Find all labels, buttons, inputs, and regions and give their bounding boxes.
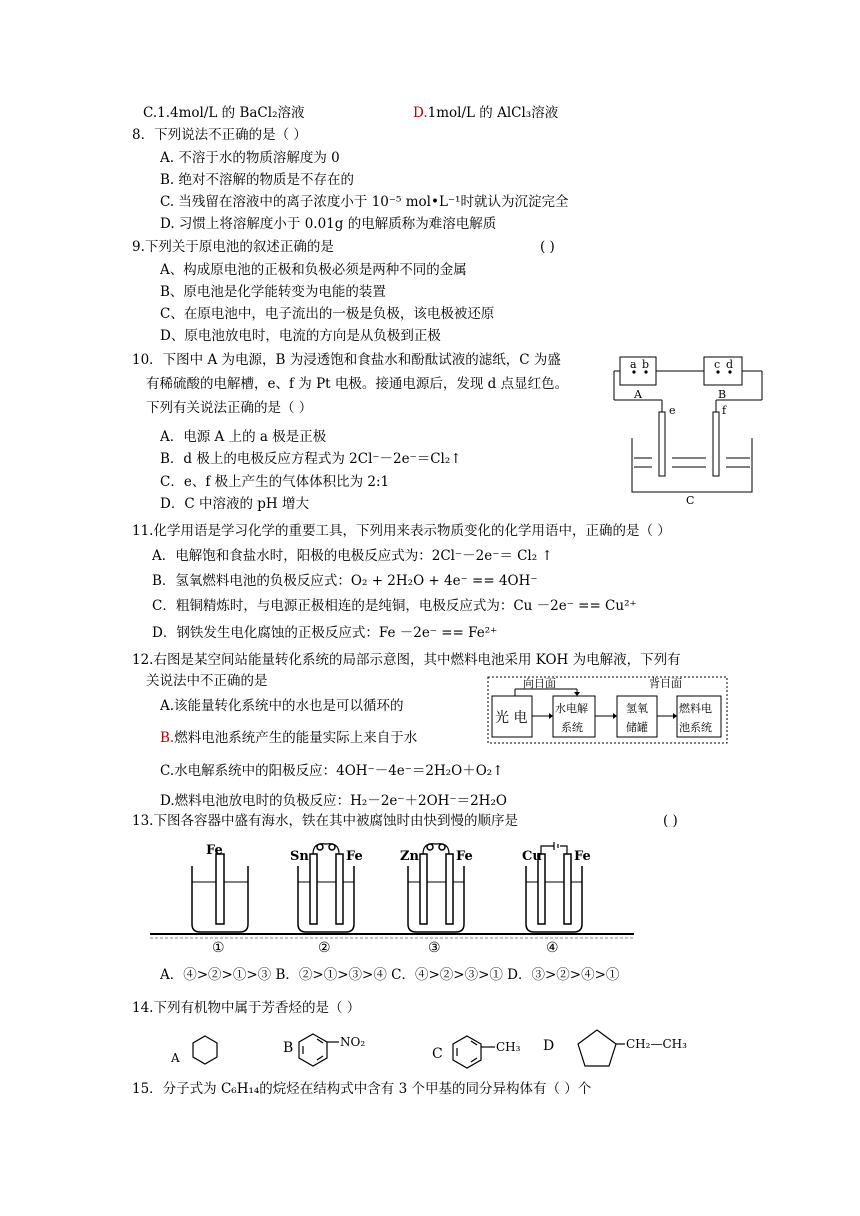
fuel-cell-line1: 燃料电 (679, 702, 712, 715)
q8-option-b: B. 绝对不溶解的物质是不存在的 (160, 172, 355, 188)
beaker-3-label: ③ (428, 940, 441, 956)
storage-tank-line2: 储罐 (626, 721, 648, 734)
photoelectric-box: 光 电 (495, 710, 528, 726)
q12-stem-line2: 关说法中不正确的是 (146, 673, 268, 689)
q15-stem: 15．分子式为 C₆H₁₄的烷烃在结构式中含有 3 个甲基的同分异构体有（ ）个 (132, 1081, 592, 1097)
beaker-2-right-electrode: Fe (346, 849, 363, 864)
storage-tank-line1: 氢氧 (626, 702, 648, 715)
q13-options: A．④>②>①>③ B．②>①>③>④ C．④>②>③>① D．③>②>④>① (160, 967, 620, 983)
q8-option-d: D. 习惯上将溶解度小于 0.01g 的电解质称为难溶电解质 (160, 216, 497, 232)
q11-option-b: B．氢氧燃料电池的负极反应式：O₂ + 2H₂O + 4e⁻ == 4OH⁻ (152, 573, 538, 589)
q9-option-d: D、原电池放电时，电流的方向是从负极到正极 (160, 328, 441, 344)
fuel-cell-line2: 池系统 (679, 721, 712, 734)
beaker-2-left-electrode: Sn (290, 849, 309, 864)
option-c-label: C (432, 1046, 443, 1062)
q10-option-d: D．C 中溶液的 pH 增大 (160, 496, 309, 512)
label-paper-b: B (718, 388, 727, 401)
q8-option-a: A. 不溶于水的物质溶解度为 0 (160, 150, 340, 166)
q7-option-d-text: 1mol/L 的 AlCl₃溶液 (427, 105, 559, 121)
q8-stem: 8．下列说法不正确的是（ ） (132, 127, 307, 143)
power-source-box-a (620, 357, 656, 385)
option-a-label: A (171, 1051, 180, 1065)
q10-stem-line3: 下列有关说法正确的是（ ） (146, 400, 313, 416)
electrolysis-figure (612, 354, 766, 507)
q12-option-d: D.燃料电池放电时的负极反应：H₂－2e⁻＋2OH⁻＝2H₂O (160, 793, 507, 809)
label-a: a (630, 358, 637, 371)
beaker-4-right-electrode: Fe (574, 849, 591, 864)
q11-stem: 11.化学用语是学习化学的重要工具，下列用来表示物质变化的化学用语中，正确的是（ ） (132, 523, 671, 539)
option-d-cyclopentane (578, 1030, 616, 1066)
label-source-a: A (634, 388, 642, 401)
water-electrolysis-line1: 水电解 (555, 702, 588, 715)
beaker-3-left-electrode: Zn (400, 849, 419, 864)
label-cell-c: C (686, 494, 695, 507)
aromatic-options-figure (165, 1026, 705, 1074)
label-b: b (642, 358, 650, 371)
beaker-3-right-electrode: Fe (456, 849, 473, 864)
dark-side-label: 背日面 (649, 677, 682, 690)
q7-option-c: C.1.4mol/L 的 BaCl₂溶液 (143, 105, 305, 121)
option-b-no2: NO₂ (340, 1035, 366, 1049)
option-b-label: B (283, 1040, 294, 1056)
q11-option-d: D．钢铁发生电化腐蚀的正极反应式：Fe －2e⁻ == Fe²⁺ (152, 625, 498, 641)
q13-paren: ( ) (663, 813, 678, 829)
q9-paren: ( ) (540, 239, 555, 255)
q8-option-c: C. 当残留在溶液中的离子浓度小于 10⁻⁵ mol•L⁻¹时就认为沉淀完全 (160, 194, 569, 210)
label-c: c (714, 358, 721, 371)
q12-option-b-text: 燃料电池系统产生的能量实际上来自于水 (174, 730, 418, 746)
filter-paper-box-b (704, 357, 742, 385)
q10-stem-line1: 10．下图中 A 为电源，B 为浸透饱和食盐水和酚酞试液的滤纸，C 为盛 (132, 352, 561, 368)
q11-option-a: A．电解饱和食盐水时，阳极的电极反应式为：2Cl⁻－2e⁻＝ Cl₂ ↑ (152, 548, 553, 564)
q9-stem: 9.下列关于原电池的叙述正确的是 (132, 239, 334, 255)
option-a-cyclohexane (193, 1036, 217, 1064)
label-electrode-f: f (722, 404, 727, 417)
beaker-1-label: ① (212, 940, 225, 956)
label-electrode-e: e (669, 404, 676, 417)
q9-option-b: B、原电池是化学能转变为电能的装置 (160, 284, 386, 300)
q10-option-c: C．e、f 极上产生的气体体积比为 2:1 (160, 474, 390, 490)
q12-option-b-letter: B. (160, 730, 175, 746)
label-d: d (726, 358, 734, 371)
q7-option-d (413, 104, 558, 122)
sun-side-label: 向日面 (523, 677, 556, 690)
q12-option-a: A.该能量转化系统中的水也是可以循环的 (160, 698, 404, 714)
q12-option-b (160, 729, 417, 747)
beaker-1-left-electrode: Fe (206, 843, 223, 858)
beaker-4-left-electrode: Cu (522, 849, 542, 864)
q12-stem-line1: 12.右图是某空间站能量转化系统的局部示意图，其中燃料电池采用 KOH 为电解液，下列有 (132, 652, 681, 668)
q12-option-c: C.水电解系统中的阳极反应：4OH⁻－4e⁻＝2H₂O＋O₂↑ (160, 763, 504, 779)
q10-stem-line2: 有稀硫酸的电解槽，e、f 为 Pt 电极。接通电源后，发现 d 点显红色。 (146, 376, 569, 392)
beaker-1 (192, 854, 248, 932)
water-electrolysis-line2: 系统 (561, 721, 583, 734)
q9-option-c: C、在原电池中，电子流出的一极是负极，该电极被还原 (160, 306, 495, 322)
q10-option-a: A．电源 A 上的 a 极是正极 (160, 429, 327, 445)
option-d-ch2ch3: CH₂—CH₃ (626, 1037, 687, 1051)
option-c-ch3: CH₃ (496, 1040, 521, 1054)
corrosion-beakers-figure (150, 842, 634, 962)
q10-option-b: B．d 极上的电极反应方程式为 2Cl⁻－2e⁻＝Cl₂↑ (160, 451, 462, 467)
beaker-4-label: ④ (546, 940, 559, 956)
beaker-2-label: ② (318, 940, 331, 956)
q7-option-d-letter: D. (413, 105, 428, 121)
q9-option-a: A、构成原电池的正极和负极必须是两种不同的金属 (160, 262, 467, 278)
q11-option-c: C．粗铜精炼时，与电源正极相连的是纯铜，电极反应式为：Cu －2e⁻ == Cu²⁺ (152, 598, 637, 614)
energy-system-figure (487, 675, 729, 745)
option-d-label: D (543, 1038, 555, 1054)
q13-stem: 13.下图各容器中盛有海水，铁在其中被腐蚀时由快到慢的顺序是 (132, 813, 518, 829)
q14-stem: 14.下列有机物中属于芳香烃的是（ ） (132, 1000, 361, 1016)
